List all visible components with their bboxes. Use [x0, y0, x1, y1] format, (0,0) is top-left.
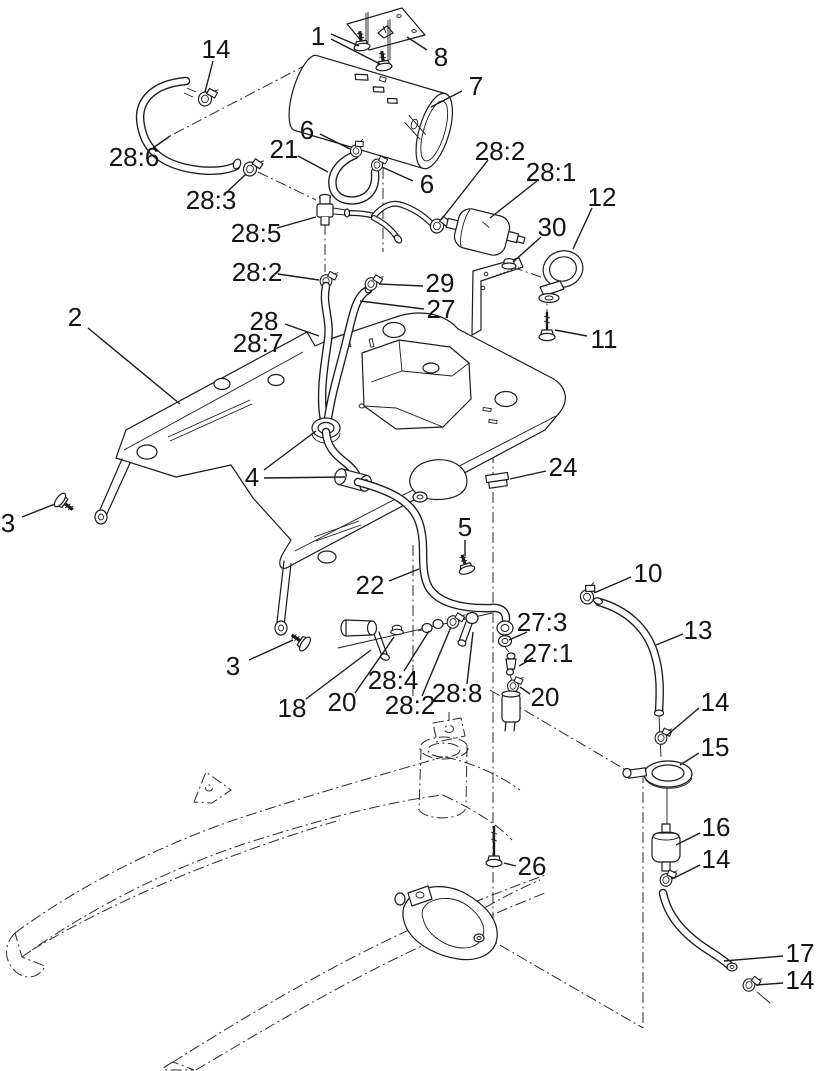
tee-top-barb	[320, 197, 330, 204]
callout-10: 10	[633, 558, 663, 588]
callout-4: 4	[244, 462, 260, 492]
filter-28-1-inlet	[446, 218, 458, 229]
leader-14-top	[205, 61, 213, 92]
callout-18: 18	[277, 693, 307, 723]
callout-12: 12	[587, 182, 617, 212]
loop-clamp-15-bolt-head	[623, 769, 631, 778]
elbow-28-8-body	[466, 613, 478, 624]
leader-28-2-mid	[278, 274, 319, 280]
plate-hole-5	[495, 392, 517, 407]
plate-leg-lower-b	[284, 564, 291, 626]
y-hose-branch2-i	[374, 218, 396, 236]
bottom-bracket	[395, 886, 497, 960]
pickup-barb-a	[505, 722, 506, 731]
hose-17-end-eye	[727, 963, 737, 971]
callout-26: 26	[517, 851, 547, 881]
check-valve-chain	[497, 621, 524, 731]
callout-28-8: 28:8	[431, 678, 483, 708]
leader-22	[389, 569, 419, 581]
clamp-14-bottom-screw	[757, 992, 770, 1003]
plate-hole-4	[383, 323, 405, 338]
leader-4	[264, 477, 345, 478]
pickup-tube-body	[502, 694, 520, 722]
hose-rib-1	[187, 88, 196, 92]
callout-7: 7	[468, 71, 484, 101]
plate-leg-left-b	[106, 463, 130, 516]
callout-6-upper: 6	[299, 115, 315, 145]
callout-28-7: 28:7	[232, 328, 284, 358]
callout-28: 28	[249, 306, 279, 336]
leader-20-right	[520, 687, 530, 694]
block-bracket-hole	[423, 363, 439, 373]
callout-28-5: 28:5	[230, 218, 282, 248]
valve-27-1-body	[506, 659, 516, 669]
centerline-tube	[258, 172, 316, 200]
callout-28-4: 28:4	[367, 665, 419, 695]
leader-2	[88, 328, 180, 404]
callout-8: 8	[433, 42, 449, 72]
hose-13-inner	[599, 602, 660, 712]
bolt-26-flange	[486, 859, 502, 866]
callout-27-3: 27:3	[516, 607, 568, 637]
callout-5: 5	[457, 512, 473, 542]
chain-link-line	[505, 647, 509, 652]
callout-14-hose13: 14	[700, 687, 730, 717]
pickup-tube-top	[502, 691, 520, 697]
frame-phantom	[7, 712, 549, 1070]
filter-16-body	[652, 833, 680, 862]
top-bracket-assembly	[347, 8, 425, 72]
hose-13-end-bottom	[655, 710, 664, 716]
callout-17: 17	[785, 938, 815, 968]
leader-3-left	[22, 504, 55, 517]
callout-27: 27	[426, 294, 456, 324]
bolt-11-flange	[539, 333, 555, 340]
filter-28-1-outlet-tip	[517, 236, 525, 244]
leader-15	[680, 753, 699, 765]
leader-1	[331, 34, 359, 46]
plate-hole-1	[137, 445, 157, 459]
plate-hole-2	[214, 379, 230, 390]
hose-17-inner	[663, 893, 730, 966]
callout-24: 24	[548, 452, 578, 482]
clamp-20-right	[507, 676, 524, 693]
leader-26	[504, 863, 516, 866]
leader-21	[298, 156, 328, 172]
plate-leg-left-a	[99, 459, 122, 512]
callout-22: 22	[355, 570, 385, 600]
callout-21: 21	[269, 134, 299, 164]
callout-28-6: 28:6	[108, 142, 160, 172]
filter-28-1-body	[452, 206, 512, 257]
plate-leg-lower-a	[277, 561, 284, 622]
leader-12	[573, 208, 592, 249]
leader-3-lower	[249, 640, 293, 660]
link-27-3-upper	[497, 621, 513, 635]
leader-6-lower	[382, 167, 413, 181]
tee-and-y-hose	[317, 195, 432, 245]
flange-hole-2	[481, 286, 485, 290]
clamp-14-bottom	[741, 973, 762, 994]
callout-28-1: 28:1	[525, 157, 577, 187]
callout-3-lower: 3	[225, 651, 241, 681]
clamp-14-top	[197, 87, 218, 108]
filter-28-1-body-group	[442, 204, 528, 262]
leader-14-hose13	[666, 708, 699, 736]
callout-28-3: 28:3	[185, 185, 237, 215]
clamp-12-washer	[539, 294, 559, 303]
leader-13	[656, 634, 683, 645]
elbow-28-8-tube-a	[459, 622, 466, 641]
callout-20-right: 20	[530, 682, 560, 712]
frame-curve-c	[445, 757, 520, 790]
plate-leg-lower-eye	[275, 621, 287, 635]
plate-leg-left-eye	[95, 510, 107, 524]
nut-20-left	[391, 625, 404, 634]
hose-13-end-top	[593, 597, 604, 606]
frame-cylinder-bottom	[419, 807, 466, 818]
callout-28-2-top: 28:2	[474, 136, 526, 166]
plate-hole-7	[318, 551, 336, 563]
callout-27-1: 27:1	[522, 638, 574, 668]
clamp-14-hose13	[655, 727, 673, 745]
leader-24	[510, 471, 546, 479]
elbow-28-8-tube-b	[465, 624, 472, 643]
leader-10	[594, 577, 631, 593]
callout-20-left: 20	[327, 687, 357, 717]
frame-rail-left-endcap	[7, 933, 46, 977]
frame-tab-plate	[433, 718, 465, 742]
link-27-3-lower	[499, 636, 512, 647]
petcock-18-lever-end	[380, 653, 391, 662]
pickup-barb-b	[514, 722, 515, 731]
flange-bracket	[472, 258, 523, 335]
frame-rail-left-mid	[32, 820, 340, 950]
tee-side-barb-a	[333, 208, 346, 210]
plate-hole-3	[268, 375, 284, 386]
callout-28-2-mid: 28:2	[231, 257, 283, 287]
frame-cylinder-right	[466, 746, 467, 807]
centerline-tank-to-hose	[168, 64, 308, 137]
callout-1: 1	[310, 21, 326, 51]
barb-28-4-stem	[418, 630, 422, 631]
tee-body	[317, 204, 333, 217]
bottom-bracket-clevis	[395, 893, 405, 905]
block-bracket	[362, 340, 471, 429]
frame-rail-right-outer	[173, 874, 548, 1062]
frame-cylinder-bore	[428, 743, 460, 757]
frame-rail-right-endcap	[163, 1062, 194, 1070]
leader-11	[555, 330, 587, 336]
leader-27	[360, 301, 424, 309]
p-clamp-ear	[413, 492, 427, 502]
frame-bracket-hole	[206, 785, 213, 791]
frame-rail-left-outer	[15, 757, 443, 933]
frame-rail-left-inner	[22, 795, 443, 957]
callout-14-bottom: 14	[785, 965, 815, 995]
callout-3-left: 3	[0, 508, 16, 538]
elbow-28-8-end	[457, 639, 467, 647]
leader-14-filter	[672, 865, 700, 879]
callout-11: 11	[590, 324, 618, 354]
tee-bottom-barb	[321, 217, 329, 225]
leader-28-8	[467, 632, 473, 684]
leader-8	[407, 37, 427, 50]
frame-tab-hole	[445, 726, 454, 733]
right-fuel-line	[577, 582, 770, 1003]
callout-16: 16	[701, 812, 731, 842]
callout-13: 13	[683, 615, 713, 645]
callout-14-filter: 14	[701, 844, 731, 874]
callout-30: 30	[537, 212, 567, 242]
callout-2: 2	[67, 302, 83, 332]
callout-28-2-low: 28:2	[384, 690, 436, 720]
bottom-bracket-hole	[474, 934, 484, 942]
callout-6-lower: 6	[419, 169, 435, 199]
valve-27-1-top	[507, 653, 515, 659]
petcock-18-end	[368, 621, 377, 635]
frame-cylinder-left	[419, 749, 421, 810]
clamp-28-2-low	[446, 610, 466, 630]
leader-17	[724, 956, 783, 961]
fuel-filter-28-1	[428, 204, 528, 262]
frame-bracket-triangle	[194, 772, 231, 803]
valve-27-1-bottom	[507, 669, 514, 675]
nut-30	[502, 259, 516, 269]
leader-29	[379, 284, 423, 286]
bolt-3-left	[52, 491, 77, 516]
loop-clamp-15-inner	[652, 765, 684, 781]
callout-29: 29	[425, 268, 455, 298]
leader-28-5	[277, 217, 316, 228]
hose-rib-2	[184, 93, 193, 97]
callout-14-top: 14	[201, 34, 231, 64]
barb-28-4-a	[422, 624, 432, 633]
barb-28-4-b	[433, 620, 443, 629]
callout-15: 15	[700, 732, 730, 762]
filter-16-bottom-nipple	[662, 862, 670, 871]
frame-curve-a	[443, 795, 512, 840]
